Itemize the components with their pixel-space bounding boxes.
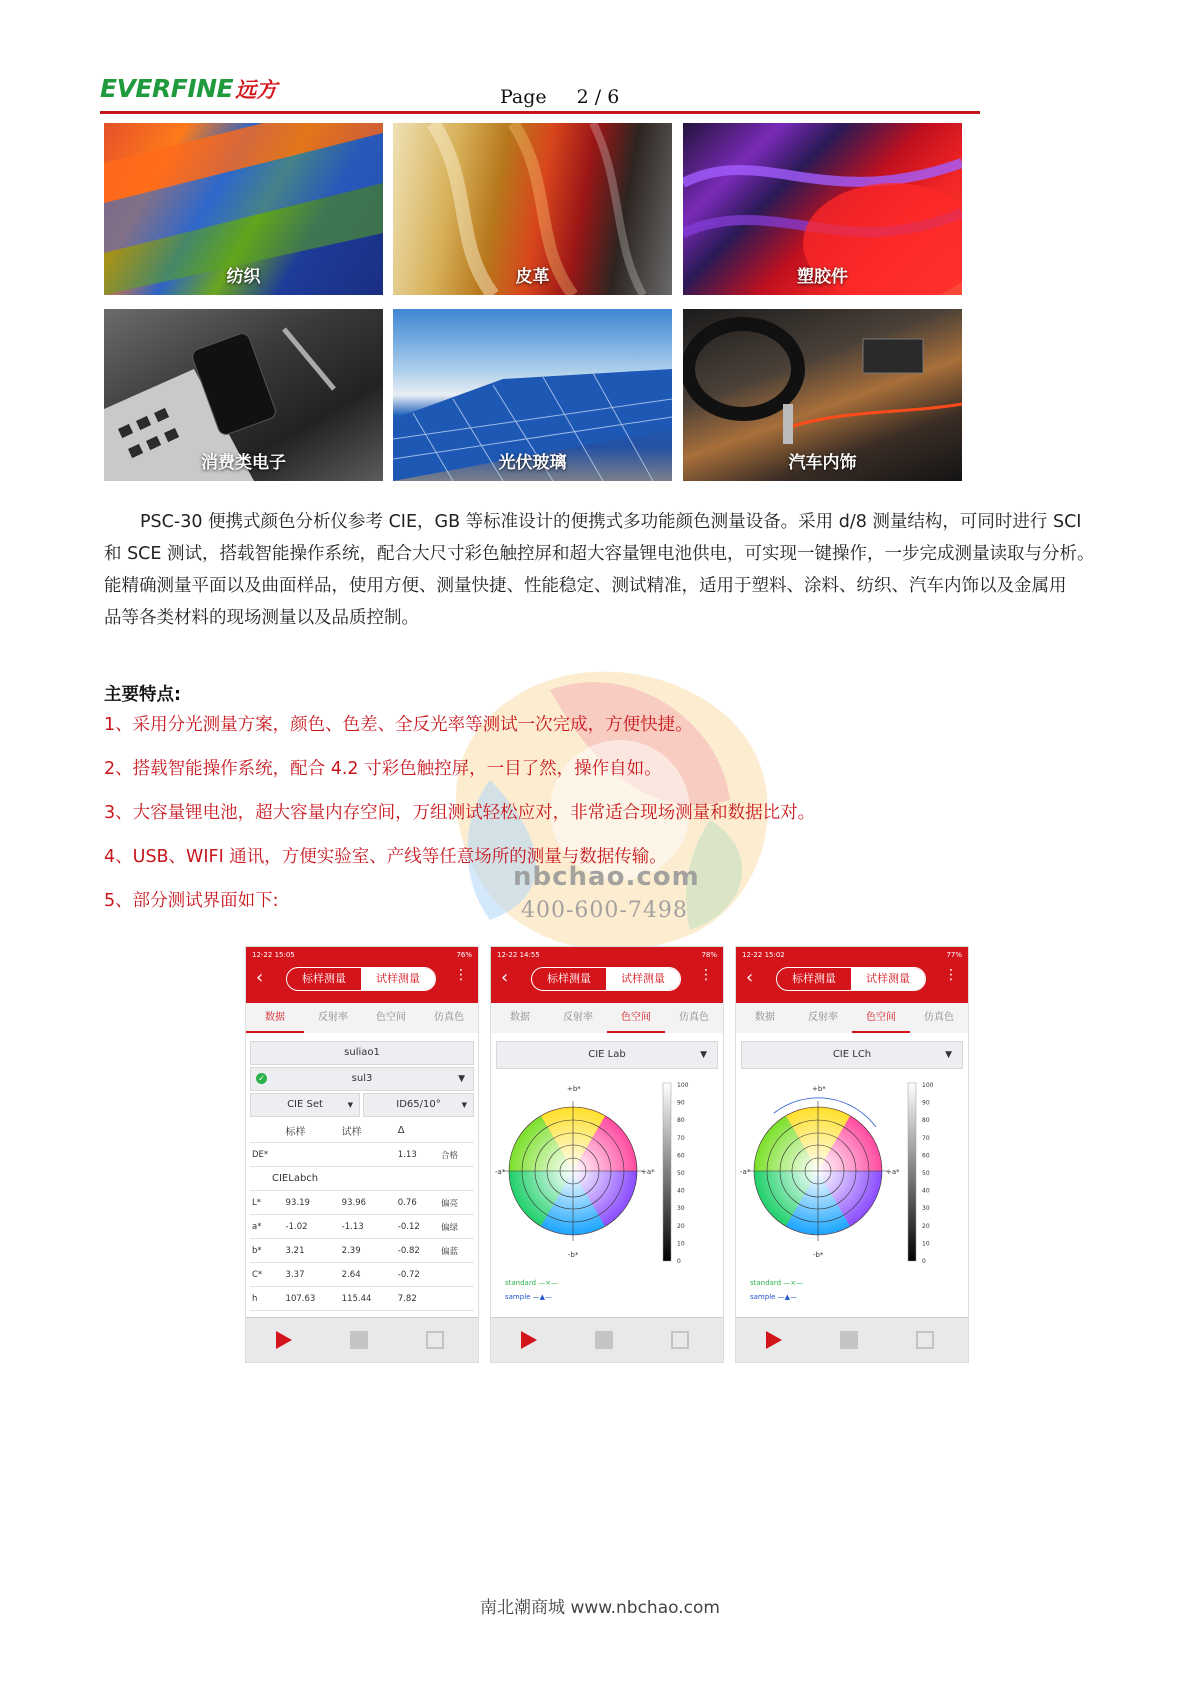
table-row [250, 1239, 474, 1263]
page-number: 2 / 6 [576, 86, 620, 108]
scale-tick-label: 30 [922, 1205, 930, 1213]
scale-tick-label: 100 [677, 1082, 689, 1089]
check-icon: ✓ [256, 1073, 267, 1084]
everfine-logo [100, 74, 277, 104]
save-icon[interactable] [426, 1331, 444, 1349]
photo-leather [393, 123, 672, 295]
scale-tick-label: 30 [677, 1205, 685, 1213]
measure-mode-toggle [531, 967, 681, 991]
table-cell: h [250, 1287, 284, 1311]
scale-tick-label: 80 [677, 1117, 685, 1125]
watermark-phone: 400-600-7498 [521, 898, 688, 923]
photo-caption: 塑胶件 [797, 267, 848, 287]
legend-standard-label: standard [505, 1279, 537, 1287]
standard-measure-tab[interactable]: 标样测量 [792, 972, 836, 985]
table-cell: 合格 [439, 1143, 474, 1167]
scale-tick-label: 70 [922, 1134, 930, 1142]
photo-plastic [683, 123, 962, 295]
intro-line: 品等各类材料的现场测量以及品质控制。 [104, 608, 419, 628]
table-cell: 0.76 [396, 1191, 439, 1215]
status-time: 12-22 14:55 [497, 951, 540, 959]
tab-data[interactable]: 数据 [246, 1003, 304, 1033]
table-row [250, 1143, 474, 1167]
scale-tick-label: 90 [677, 1099, 685, 1107]
page-footer: 南北潮商城 www.nbchao.com [480, 1598, 720, 1618]
photo-caption: 皮革 [515, 267, 550, 287]
app-header [736, 947, 968, 1003]
logo-cn: 远方 [235, 78, 278, 102]
sample-measure-tab[interactable]: 试样测量 [606, 968, 680, 990]
standard-measure-tab[interactable]: 标样测量 [547, 972, 591, 985]
scale-tick-label: 70 [677, 1134, 685, 1142]
axis-label-top: +b* [567, 1085, 581, 1093]
table-cell: a* [250, 1215, 284, 1239]
watermark-site: nbchao.com [513, 862, 700, 892]
table-head-cell: 标样 [284, 1119, 340, 1143]
more-menu-icon[interactable]: ⋮ [454, 967, 468, 983]
table-cell: -0.72 [396, 1263, 439, 1287]
axis-label-left: -a* [740, 1168, 751, 1176]
table-row [250, 1191, 474, 1215]
tab-color-space[interactable]: 色空间 [607, 1003, 665, 1033]
color-space-label: CIELabch [250, 1167, 474, 1191]
back-arrow-icon[interactable]: ‹ [256, 967, 264, 988]
table-cell: -0.82 [396, 1239, 439, 1263]
tab-color-space[interactable]: 色空间 [376, 1012, 406, 1023]
scale-tick-label: 10 [677, 1240, 685, 1248]
photo-caption: 光伏玻璃 [498, 453, 567, 473]
lightness-scale [663, 1083, 671, 1261]
table-cell: b* [250, 1239, 284, 1263]
screen-cie-lab [490, 946, 724, 1363]
table-cell: 7.82 [396, 1287, 439, 1311]
table-head-cell: 试样 [340, 1119, 396, 1143]
stop-icon[interactable] [840, 1331, 858, 1349]
legend-sample: sample —▲— [750, 1293, 798, 1301]
axis-label-bottom: -b* [813, 1251, 824, 1259]
table-head-cell [439, 1119, 474, 1143]
scale-tick-label: 0 [922, 1258, 926, 1265]
table-cell: -0.12 [396, 1215, 439, 1239]
table-cell [439, 1287, 474, 1311]
table-cell: 偏绿 [439, 1215, 474, 1239]
color-space-label: CIE LCh [832, 1049, 872, 1060]
scale-tick-label: 0 [677, 1258, 681, 1265]
measure-mode-toggle [776, 967, 926, 991]
axis-label-right: +a* [886, 1168, 900, 1176]
feature-item: 1、采用分光测量方案，颜色、色差、全反光率等测试一次完成，方便快捷。 [104, 715, 693, 735]
tab-reflectance[interactable]: 反射率 [808, 1012, 838, 1023]
legend-sample-label: sample [750, 1293, 776, 1301]
photo-pv-glass [393, 309, 672, 481]
table-cell: -1.02 [284, 1215, 340, 1239]
table-cell: C* [250, 1263, 284, 1287]
back-arrow-icon[interactable]: ‹ [746, 967, 754, 988]
table-cell: -1.13 [340, 1215, 396, 1239]
chevron-down-icon: ▼ [458, 1074, 465, 1084]
chevron-down-icon: ▼ [945, 1050, 952, 1060]
legend-sample: sample —▲— [505, 1293, 553, 1301]
scale-tick-label: 40 [922, 1187, 930, 1195]
play-icon[interactable] [521, 1331, 537, 1349]
axis-label-bottom: -b* [568, 1251, 579, 1259]
photo-electronics [104, 309, 383, 481]
table-row [250, 1263, 474, 1287]
view-tabs [491, 1003, 723, 1033]
table-cell: 107.63 [284, 1287, 340, 1311]
table-cell: 3.21 [284, 1239, 340, 1263]
table-head-cell [250, 1119, 284, 1143]
axis-label-right: +a* [641, 1168, 655, 1176]
scale-labels [922, 1082, 934, 1265]
photo-caption: 消费类电子 [201, 453, 286, 473]
cie-set-label: CIE Set [287, 1099, 323, 1110]
illuminant-label: ID65/10° [396, 1099, 441, 1110]
scale-tick-label: 90 [922, 1099, 930, 1107]
table-cell: 115.44 [340, 1287, 396, 1311]
tab-simulated-color[interactable]: 仿真色 [679, 1012, 709, 1023]
axis-label-left: -a* [495, 1168, 506, 1176]
status-time: 12-22 15:05 [252, 951, 295, 959]
status-time: 12-22 15:02 [742, 951, 785, 959]
scale-tick-label: 100 [922, 1082, 934, 1089]
table-row [250, 1167, 474, 1191]
legend-sample-label: sample [505, 1293, 531, 1301]
scale-labels [677, 1082, 689, 1265]
table-cell: 3.37 [284, 1263, 340, 1287]
battery-level: 76% [456, 951, 472, 959]
feature-item: 4、USB、WIFI 通讯，方便实验室、产线等任意场所的测量与数据传输。 [104, 847, 667, 867]
table-cell: 偏蓝 [439, 1239, 474, 1263]
scale-tick-label: 50 [922, 1170, 930, 1177]
table-row [250, 1215, 474, 1239]
sample-measure-tab[interactable]: 试样测量 [361, 968, 435, 990]
play-icon[interactable] [766, 1331, 782, 1349]
table-header [250, 1119, 474, 1143]
view-tabs [736, 1003, 968, 1033]
feature-item: 3、大容量锂电池，超大容量内存空间，万组测试轻松应对，非常适合现场测量和数据比对。 [104, 803, 816, 823]
measurement-table [250, 1119, 474, 1311]
scale-tick-label: 60 [677, 1152, 685, 1160]
legend-standard: standard —×— [750, 1279, 804, 1287]
color-space-label: CIE Lab [588, 1049, 626, 1060]
tab-reflectance[interactable]: 反射率 [563, 1012, 593, 1023]
scale-tick-label: 20 [922, 1222, 930, 1230]
standard-measure-tab[interactable]: 标样测量 [302, 972, 346, 985]
play-icon[interactable] [276, 1331, 292, 1349]
battery-level: 78% [701, 951, 717, 959]
logo-en: EVERFINE [100, 74, 234, 103]
color-space-select[interactable] [496, 1041, 718, 1069]
view-tabs [246, 1003, 478, 1033]
save-icon[interactable] [671, 1331, 689, 1349]
tab-reflectance[interactable]: 反射率 [318, 1012, 348, 1023]
scale-tick-label: 80 [922, 1117, 930, 1125]
cie-set-select[interactable] [250, 1093, 360, 1117]
more-menu-icon[interactable]: ⋮ [699, 967, 713, 983]
sample-name: sul3 [351, 1073, 373, 1084]
measure-mode-toggle [286, 967, 436, 991]
table-cell: DE* [250, 1143, 284, 1167]
lightness-scale [908, 1083, 916, 1261]
screen-data-view [245, 946, 479, 1363]
table-cell: 2.64 [340, 1263, 396, 1287]
scale-tick-label: 50 [677, 1170, 685, 1177]
tab-data[interactable]: 数据 [755, 1012, 775, 1023]
sample-measure-tab[interactable]: 试样测量 [851, 968, 925, 990]
chevron-down-icon: ▼ [700, 1050, 707, 1060]
photo-caption: 纺织 [226, 267, 261, 287]
battery-level: 77% [946, 951, 962, 959]
illuminant-select[interactable] [363, 1093, 474, 1117]
photo-caption: 汽车内饰 [788, 453, 857, 473]
screen-cie-lch [735, 946, 969, 1363]
scale-tick-label: 10 [922, 1240, 930, 1248]
color-space-select[interactable] [741, 1041, 963, 1069]
intro-line: 和 SCE 测试，搭载智能操作系统，配合大尺寸彩色触控屏和超大容量锂电池供电，可实现一键操作，一步完成测量读取与分析。 [104, 544, 1095, 564]
scale-tick-label: 20 [677, 1222, 685, 1230]
photo-car-interior [683, 309, 962, 481]
color-wheel-plot [736, 1071, 968, 1271]
app-header [246, 947, 478, 1003]
tab-color-space[interactable]: 色空间 [852, 1003, 910, 1033]
standard-select[interactable]: suliao1 [250, 1041, 474, 1065]
back-arrow-icon[interactable]: ‹ [501, 967, 509, 988]
intro-paragraph [104, 506, 1114, 634]
table-cell [439, 1263, 474, 1287]
action-bar [491, 1317, 723, 1362]
stop-icon[interactable] [595, 1331, 613, 1349]
table-head-cell: Δ [396, 1119, 439, 1143]
header-rule [100, 111, 980, 114]
chevron-down-icon: ▼ [461, 1101, 467, 1109]
features-title: 主要特点: [104, 685, 181, 705]
more-menu-icon[interactable]: ⋮ [944, 967, 958, 983]
sample-select[interactable] [250, 1067, 474, 1091]
table-cell [284, 1143, 340, 1167]
stop-icon[interactable] [350, 1331, 368, 1349]
tab-data[interactable]: 数据 [510, 1012, 530, 1023]
legend-standard-label: standard [750, 1279, 782, 1287]
scale-tick-label: 40 [677, 1187, 685, 1195]
feature-item: 5、部分测试界面如下: [104, 891, 279, 911]
page-label: Page [500, 86, 547, 108]
tab-simulated-color[interactable]: 仿真色 [924, 1012, 954, 1023]
table-cell: 2.39 [340, 1239, 396, 1263]
legend-standard: standard —×— [505, 1279, 559, 1287]
table-cell: 1.13 [396, 1143, 439, 1167]
save-icon[interactable] [916, 1331, 934, 1349]
action-bar [246, 1317, 478, 1362]
chevron-down-icon: ▼ [347, 1101, 353, 1109]
page-indicator [500, 86, 619, 108]
feature-item: 2、搭载智能操作系统，配合 4.2 寸彩色触控屏，一目了然，操作自如。 [104, 759, 662, 779]
scale-tick-label: 60 [922, 1152, 930, 1160]
color-wheel-plot [491, 1071, 723, 1271]
table-cell: 93.96 [340, 1191, 396, 1215]
table-row [250, 1287, 474, 1311]
table-cell: L* [250, 1191, 284, 1215]
table-cell: 偏亮 [439, 1191, 474, 1215]
axis-label-top: +b* [812, 1085, 826, 1093]
table-cell: 93.19 [284, 1191, 340, 1215]
intro-line: 能精确测量平面以及曲面样品，使用方便、测量快捷、性能稳定、测试精准，适用于塑料、涂料、纺织、汽车内饰以及金属用 [104, 576, 1067, 596]
photo-textile [104, 123, 383, 295]
intro-line: PSC-30 便携式颜色分析仪参考 CIE，GB 等标准设计的便携式多功能颜色测量设备。采用 d/8 测量结构，可同时进行 SCI [140, 512, 1082, 532]
app-header [491, 947, 723, 1003]
tab-simulated-color[interactable]: 仿真色 [434, 1012, 464, 1023]
action-bar [736, 1317, 968, 1362]
table-cell [340, 1143, 396, 1167]
